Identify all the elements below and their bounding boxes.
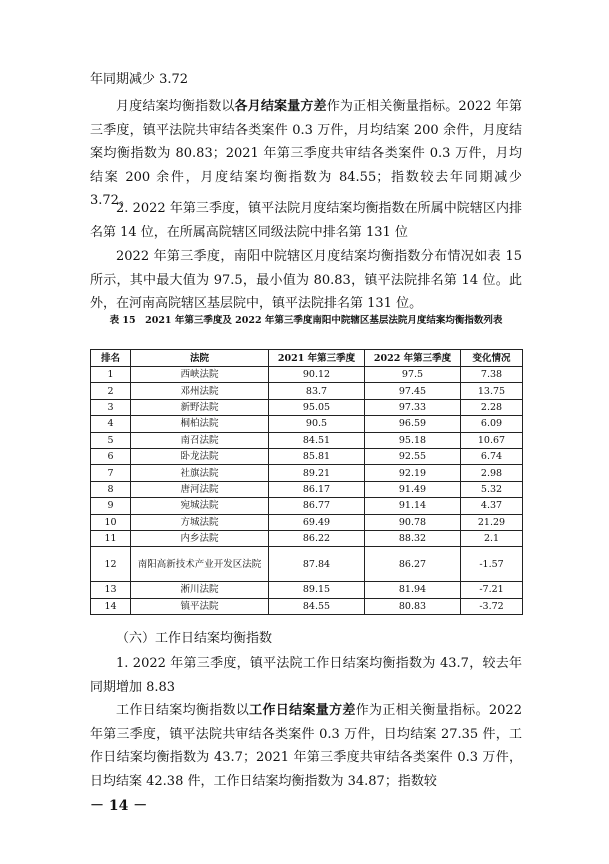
text-run: 工作日结案均衡指数以 <box>116 703 250 718</box>
table-header-cell: 法院 <box>131 350 269 367</box>
table-cell: 3 <box>91 399 131 415</box>
text-run: 作为正相关衡量指标。2022 年第三季度，镇平法院共审结各类案件 0.3 万件，日均结案 27.35 件，工作日结案均衡指数为 43.7；2021 年第三季度共审结各类案件 0.3 万件，日均结案 42.38 件，工作日结案均衡指数为 34.87；指数较 <box>90 703 522 789</box>
table-cell: 5.32 <box>461 481 523 497</box>
table-cell: 95.05 <box>269 399 365 415</box>
table-cell: 南阳高新技术产业开发区法院 <box>131 547 269 582</box>
table-cell: 86.77 <box>269 498 365 514</box>
table-cell: 7.38 <box>461 367 523 383</box>
paragraph-workday-balance <box>90 699 522 793</box>
section-heading: （六）工作日结案均衡指数 <box>116 631 273 646</box>
table-cell: 7 <box>91 465 131 481</box>
table-cell: 方城法院 <box>131 514 269 530</box>
table-cell: 86.27 <box>365 547 461 582</box>
table-body <box>91 367 523 615</box>
table-cell: 81.94 <box>365 582 461 598</box>
table-cell: 6.74 <box>461 448 523 464</box>
table-row <box>91 582 523 598</box>
table-cell: 2.98 <box>461 465 523 481</box>
table-header-cell: 排名 <box>91 350 131 367</box>
table-cell: 91.49 <box>365 481 461 497</box>
table-header-row <box>91 350 523 367</box>
table-row <box>91 547 523 582</box>
table-cell: 4.37 <box>461 498 523 514</box>
table-cell: 89.21 <box>269 465 365 481</box>
table-cell: 69.49 <box>269 514 365 530</box>
table-cell: 内乡法院 <box>131 530 269 546</box>
table-cell: -7.21 <box>461 582 523 598</box>
table-cell: 南召法院 <box>131 432 269 448</box>
table-header-cell: 2022 年第三季度 <box>365 350 461 367</box>
table-cell: 13 <box>91 582 131 598</box>
bold-term: 各月结案量方差 <box>234 99 327 114</box>
table-cell: 1 <box>91 367 131 383</box>
table-cell: 4 <box>91 416 131 432</box>
table-cell: 6 <box>91 448 131 464</box>
table-cell: 5 <box>91 432 131 448</box>
table-cell: 83.7 <box>269 383 365 399</box>
table-cell: 9 <box>91 498 131 514</box>
table-row <box>91 530 523 546</box>
bold-term: 工作日结案量方差 <box>249 703 356 718</box>
table-cell: 80.83 <box>365 598 461 614</box>
table-cell: 90.78 <box>365 514 461 530</box>
paragraph-monthly-balance <box>90 95 522 213</box>
table-cell: 95.18 <box>365 432 461 448</box>
table-cell: -1.57 <box>461 547 523 582</box>
ranking-table <box>90 349 523 615</box>
table-cell: 淅川法院 <box>131 582 269 598</box>
table-cell: 84.55 <box>269 598 365 614</box>
table-cell: 84.51 <box>269 432 365 448</box>
table-row <box>91 448 523 464</box>
table-row <box>91 465 523 481</box>
table-cell: 97.5 <box>365 367 461 383</box>
table-cell: 8 <box>91 481 131 497</box>
table-cell: 92.19 <box>365 465 461 481</box>
table-cell: 86.17 <box>269 481 365 497</box>
table-row <box>91 367 523 383</box>
table-row <box>91 598 523 614</box>
table-cell: 12 <box>91 547 131 582</box>
table-cell: 唐河法院 <box>131 481 269 497</box>
table-caption: 表 15 2021 年第三季度及 2022 年第三季度南阳中院辖区基层法院月度结案均衡指数列表 <box>109 315 503 326</box>
table-cell: 97.33 <box>365 399 461 415</box>
table-cell: 87.84 <box>269 547 365 582</box>
table-cell: 2.28 <box>461 399 523 415</box>
table-cell: 2.1 <box>461 530 523 546</box>
table-cell: 11 <box>91 530 131 546</box>
table-cell: 90.5 <box>269 416 365 432</box>
table-cell: 2 <box>91 383 131 399</box>
table-cell: 13.75 <box>461 383 523 399</box>
table-cell: 社旗法院 <box>131 465 269 481</box>
table-row <box>91 399 523 415</box>
table-cell: 96.59 <box>365 416 461 432</box>
table-cell: 卧龙法院 <box>131 448 269 464</box>
table-cell: 宛城法院 <box>131 498 269 514</box>
table-row <box>91 416 523 432</box>
table-cell: 88.32 <box>365 530 461 546</box>
table-cell: 90.12 <box>269 367 365 383</box>
table-cell: 镇平法院 <box>131 598 269 614</box>
table-cell: 新野法院 <box>131 399 269 415</box>
table-cell: 邓州法院 <box>131 383 269 399</box>
table-cell: 85.81 <box>269 448 365 464</box>
paragraph-continuation: 年同期减少 3.72 <box>90 72 189 87</box>
table-cell: 西峡法院 <box>131 367 269 383</box>
table-row <box>91 432 523 448</box>
table-cell: 14 <box>91 598 131 614</box>
table-cell: 桐柏法院 <box>131 416 269 432</box>
table-header-cell: 2021 年第三季度 <box>269 350 365 367</box>
table-cell: 6.09 <box>461 416 523 432</box>
paragraph-ranking: 2. 2022 年第三季度，镇平法院月度结案均衡指数在所属中院辖区内排名第 14 位，在所属高院辖区同级法院中排名第 131 位 <box>90 201 522 240</box>
table-row <box>91 514 523 530</box>
table-cell: -3.72 <box>461 598 523 614</box>
table-header-cell: 变化情况 <box>461 350 523 367</box>
table-row <box>91 498 523 514</box>
table-cell: 10.67 <box>461 432 523 448</box>
table-cell: 21.29 <box>461 514 523 530</box>
table-row <box>91 383 523 399</box>
table-cell: 86.22 <box>269 530 365 546</box>
table-cell: 91.14 <box>365 498 461 514</box>
table-row <box>91 481 523 497</box>
table-cell: 97.45 <box>365 383 461 399</box>
text-run: 月度结案均衡指数以 <box>116 99 235 114</box>
table-cell: 92.55 <box>365 448 461 464</box>
text-run: 作为正相关衡量指标。2022 年第三季度，镇平法院共审结各类案件 0.3 万件，月均结案 200 余件，月度结案均衡指数为 80.83；2021 年第三季度共审结各类案件 0.3 万件，月均结案 200 余件，月度结案均衡指数为 84.55；指数较去年同期减少 3.72。 <box>90 99 522 208</box>
table-cell: 10 <box>91 514 131 530</box>
paragraph-distribution: 2022 年第三季度，南阳中院辖区月度结案均衡指数分布情况如表 15 所示，其中最大值为 97.5，最小值为 80.83，镇平法院排名第 14 位。此外，在河南高院辖区基层院中，镇平法院排名第 131 位。 <box>90 249 522 311</box>
paragraph-workday-summary: 1. 2022 年第三季度，镇平法院工作日结案均衡指数为 43.7，较去年同期增加 8.83 <box>90 656 522 695</box>
table-cell: 89.15 <box>269 582 365 598</box>
page-number: － 14 － <box>90 798 148 814</box>
